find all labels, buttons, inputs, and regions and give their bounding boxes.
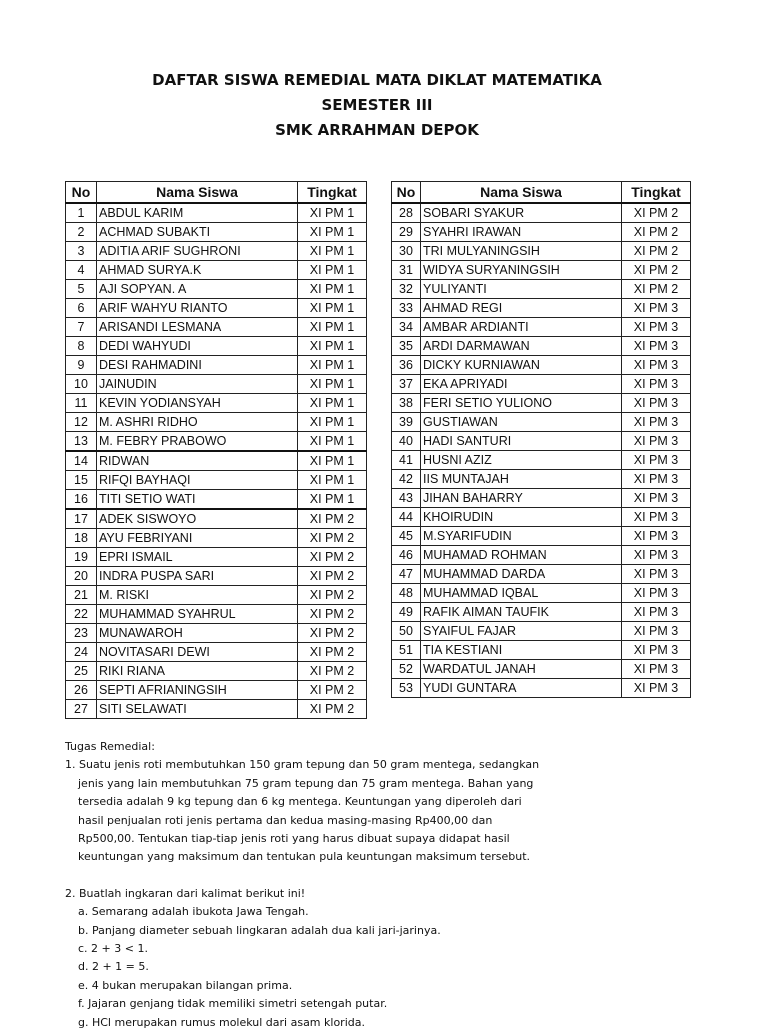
question-1-line: Rp500,00. Tentukan tiap-tiap jenis roti yang harus dibuat supaya didapat hasil — [78, 832, 510, 846]
student-name: M.SYARIFUDIN — [421, 527, 622, 546]
class-level: XI PM 3 — [622, 451, 691, 470]
question-2-item: e. 4 bukan merupakan bilangan prima. — [78, 978, 293, 992]
class-level: XI PM 2 — [298, 700, 367, 719]
class-level: XI PM 2 — [622, 280, 691, 299]
question-2-item: b. Panjang diameter sebuah lingkaran adalah dua kali jari-jarinya. — [78, 923, 441, 937]
table-row — [392, 280, 691, 299]
column-header-nama: Nama Siswa — [421, 182, 622, 204]
row-number: 31 — [392, 261, 421, 280]
row-number: 23 — [66, 624, 97, 643]
student-name: ADITIA ARIF SUGHRONI — [97, 242, 298, 261]
student-name: KEVIN YODIANSYAH — [97, 394, 298, 413]
student-name: SOBARI SYAKUR — [421, 203, 622, 223]
class-level: XI PM 1 — [298, 242, 367, 261]
student-name: RIFQI BAYHAQI — [97, 471, 298, 490]
table-header-row — [66, 182, 367, 204]
row-number: 19 — [66, 548, 97, 567]
student-name: RIKI RIANA — [97, 662, 298, 681]
class-level: XI PM 1 — [298, 432, 367, 452]
row-number: 45 — [392, 527, 421, 546]
student-name: M. FEBRY PRABOWO — [97, 432, 298, 452]
class-level: XI PM 2 — [298, 529, 367, 548]
title-line-3: SMK ARRAHMAN DEPOK — [275, 121, 479, 139]
class-level: XI PM 3 — [622, 679, 691, 698]
row-number: 7 — [66, 318, 97, 337]
table-row — [66, 318, 367, 337]
question-2-item: a. Semarang adalah ibukota Jawa Tengah. — [78, 905, 309, 919]
class-level: XI PM 2 — [298, 567, 367, 586]
table-row — [66, 394, 367, 413]
class-level: XI PM 3 — [622, 603, 691, 622]
student-name: YULIYANTI — [421, 280, 622, 299]
student-name: AYU FEBRIYANI — [97, 529, 298, 548]
table-row — [392, 242, 691, 261]
row-number: 22 — [66, 605, 97, 624]
class-level: XI PM 2 — [298, 586, 367, 605]
table-row — [392, 660, 691, 679]
class-level: XI PM 1 — [298, 299, 367, 318]
remedial-tasks — [65, 738, 725, 1032]
student-name: MUHAMMAD SYAHRUL — [97, 605, 298, 624]
class-level: XI PM 3 — [622, 375, 691, 394]
row-number: 30 — [392, 242, 421, 261]
class-level: XI PM 2 — [298, 548, 367, 567]
row-number: 24 — [66, 643, 97, 662]
student-name: YUDI GUNTARA — [421, 679, 622, 698]
table-row — [66, 509, 367, 529]
class-level: XI PM 3 — [622, 318, 691, 337]
table-row — [392, 527, 691, 546]
class-level: XI PM 2 — [298, 605, 367, 624]
class-level: XI PM 3 — [622, 394, 691, 413]
table-row — [392, 318, 691, 337]
question-2-item: f. Jajaran genjang tidak memiliki simetri setengah putar. — [78, 997, 388, 1011]
table-row — [392, 641, 691, 660]
student-name: ACHMAD SUBAKTI — [97, 223, 298, 242]
class-level: XI PM 1 — [298, 394, 367, 413]
student-name: EKA APRIYADI — [421, 375, 622, 394]
student-name: MUHAMAD ROHMAN — [421, 546, 622, 565]
table-row — [66, 242, 367, 261]
student-name: JAINUDIN — [97, 375, 298, 394]
table-row — [392, 375, 691, 394]
table-row — [392, 546, 691, 565]
student-name: DICKY KURNIAWAN — [421, 356, 622, 375]
table-row — [392, 603, 691, 622]
class-level: XI PM 2 — [622, 203, 691, 223]
student-name: JIHAN BAHARRY — [421, 489, 622, 508]
class-level: XI PM 2 — [298, 662, 367, 681]
class-level: XI PM 1 — [298, 451, 367, 471]
table-header-row — [392, 182, 691, 204]
table-row — [66, 548, 367, 567]
class-level: XI PM 2 — [298, 681, 367, 700]
table-row — [66, 605, 367, 624]
row-number: 33 — [392, 299, 421, 318]
class-level: XI PM 1 — [298, 261, 367, 280]
paragraph-gap — [65, 867, 725, 885]
student-name: DESI RAHMADINI — [97, 356, 298, 375]
table-row — [66, 280, 367, 299]
table-row — [392, 337, 691, 356]
row-number: 18 — [66, 529, 97, 548]
student-name: NOVITASARI DEWI — [97, 643, 298, 662]
row-number: 26 — [66, 681, 97, 700]
row-number: 28 — [392, 203, 421, 223]
row-number: 8 — [66, 337, 97, 356]
class-level: XI PM 1 — [298, 413, 367, 432]
row-number: 17 — [66, 509, 97, 529]
class-level: XI PM 2 — [622, 261, 691, 280]
table-row — [66, 261, 367, 280]
table-row — [66, 356, 367, 375]
table-row — [392, 451, 691, 470]
table-row — [392, 622, 691, 641]
row-number: 53 — [392, 679, 421, 698]
row-number: 11 — [66, 394, 97, 413]
table-row — [392, 432, 691, 451]
row-number: 49 — [392, 603, 421, 622]
table-row — [66, 567, 367, 586]
row-number: 39 — [392, 413, 421, 432]
row-number: 5 — [66, 280, 97, 299]
row-number: 32 — [392, 280, 421, 299]
row-number: 2 — [66, 223, 97, 242]
table-row — [66, 223, 367, 242]
student-name: M. RISKI — [97, 586, 298, 605]
document-title-block — [0, 68, 754, 143]
row-number: 46 — [392, 546, 421, 565]
student-name: WARDATUL JANAH — [421, 660, 622, 679]
student-name: AHMAD SURYA.K — [97, 261, 298, 280]
student-name: IIS MUNTAJAH — [421, 470, 622, 489]
table-row — [392, 299, 691, 318]
row-number: 42 — [392, 470, 421, 489]
table-row — [66, 662, 367, 681]
class-level: XI PM 2 — [298, 643, 367, 662]
student-name: TRI MULYANINGSIH — [421, 242, 622, 261]
question-2-item: c. 2 + 3 < 1. — [78, 942, 148, 956]
row-number: 10 — [66, 375, 97, 394]
class-level: XI PM 1 — [298, 280, 367, 299]
table-row — [392, 203, 691, 223]
column-header-tingkat: Tingkat — [298, 182, 367, 204]
class-level: XI PM 3 — [622, 299, 691, 318]
class-level: XI PM 3 — [622, 641, 691, 660]
table-row — [66, 203, 367, 223]
class-level: XI PM 3 — [622, 489, 691, 508]
class-level: XI PM 2 — [622, 223, 691, 242]
row-number: 16 — [66, 490, 97, 510]
question-2-item: d. 2 + 1 = 5. — [78, 960, 149, 974]
row-number: 34 — [392, 318, 421, 337]
row-number: 38 — [392, 394, 421, 413]
title-line-2: SEMESTER III — [321, 96, 433, 114]
table-row — [66, 432, 367, 452]
row-number: 3 — [66, 242, 97, 261]
student-name: DEDI WAHYUDI — [97, 337, 298, 356]
table-row — [66, 490, 367, 510]
question-1-line: hasil penjualan roti jenis pertama dan kedua masing-masing Rp400,00 dan — [78, 813, 493, 827]
table-row — [392, 356, 691, 375]
row-number: 27 — [66, 700, 97, 719]
student-name: KHOIRUDIN — [421, 508, 622, 527]
student-table-left — [65, 181, 367, 719]
class-level: XI PM 3 — [622, 584, 691, 603]
table-row — [66, 451, 367, 471]
class-level: XI PM 1 — [298, 318, 367, 337]
row-number: 36 — [392, 356, 421, 375]
question-1-line: 1. Suatu jenis roti membutuhkan 150 gram tepung dan 50 gram mentega, sedangkan — [65, 758, 540, 772]
student-name: INDRA PUSPA SARI — [97, 567, 298, 586]
table-row — [66, 299, 367, 318]
table-row — [66, 529, 367, 548]
row-number: 14 — [66, 451, 97, 471]
question-1-line: keuntungan yang maksimum dan tentukan pula keuntungan maksimum tersebut. — [78, 850, 531, 864]
class-level: XI PM 3 — [622, 470, 691, 489]
table-row — [392, 489, 691, 508]
student-name: MUNAWAROH — [97, 624, 298, 643]
row-number: 52 — [392, 660, 421, 679]
row-number: 44 — [392, 508, 421, 527]
column-header-no: No — [66, 182, 97, 204]
row-number: 13 — [66, 432, 97, 452]
question-2-intro: 2. Buatlah ingkaran dari kalimat berikut ini! — [65, 886, 306, 900]
table-row — [392, 223, 691, 242]
student-table-right — [391, 181, 691, 698]
student-name: ABDUL KARIM — [97, 203, 298, 223]
class-level: XI PM 3 — [622, 337, 691, 356]
student-name: MUHAMMAD IQBAL — [421, 584, 622, 603]
row-number: 48 — [392, 584, 421, 603]
student-name: SEPTI AFRIANINGSIH — [97, 681, 298, 700]
class-level: XI PM 2 — [298, 624, 367, 643]
student-name: GUSTIAWAN — [421, 413, 622, 432]
class-level: XI PM 3 — [622, 432, 691, 451]
row-number: 41 — [392, 451, 421, 470]
row-number: 37 — [392, 375, 421, 394]
title-line-1: DAFTAR SISWA REMEDIAL MATA DIKLAT MATEMATIKA — [152, 71, 602, 89]
row-number: 43 — [392, 489, 421, 508]
row-number: 6 — [66, 299, 97, 318]
class-level: XI PM 3 — [622, 508, 691, 527]
student-name: ARISANDI LESMANA — [97, 318, 298, 337]
row-number: 12 — [66, 413, 97, 432]
student-name: ARDI DARMAWAN — [421, 337, 622, 356]
class-level: XI PM 1 — [298, 356, 367, 375]
table-row — [392, 394, 691, 413]
row-number: 50 — [392, 622, 421, 641]
class-level: XI PM 3 — [622, 622, 691, 641]
column-header-tingkat: Tingkat — [622, 182, 691, 204]
student-name: TIA KESTIANI — [421, 641, 622, 660]
student-name: ADEK SISWOYO — [97, 509, 298, 529]
class-level: XI PM 3 — [622, 413, 691, 432]
class-level: XI PM 1 — [298, 471, 367, 490]
question-2-item: g. HCl merupakan rumus molekul dari asam klorida. — [78, 1015, 365, 1029]
class-level: XI PM 1 — [298, 223, 367, 242]
table-row — [392, 413, 691, 432]
student-name: WIDYA SURYANINGSIH — [421, 261, 622, 280]
student-name: FERI SETIO YULIONO — [421, 394, 622, 413]
class-level: XI PM 3 — [622, 660, 691, 679]
table-row — [392, 470, 691, 489]
table-row — [66, 624, 367, 643]
class-level: XI PM 1 — [298, 375, 367, 394]
row-number: 1 — [66, 203, 97, 223]
row-number: 25 — [66, 662, 97, 681]
table-row — [66, 681, 367, 700]
question-1-line: tersedia adalah 9 kg tepung dan 6 kg mentega. Keuntungan yang diperoleh dari — [78, 795, 522, 809]
table-row — [392, 679, 691, 698]
row-number: 47 — [392, 565, 421, 584]
student-name: AMBAR ARDIANTI — [421, 318, 622, 337]
table-row — [392, 508, 691, 527]
student-name: AHMAD REGI — [421, 299, 622, 318]
student-name: EPRI ISMAIL — [97, 548, 298, 567]
row-number: 4 — [66, 261, 97, 280]
class-level: XI PM 3 — [622, 356, 691, 375]
row-number: 35 — [392, 337, 421, 356]
row-number: 40 — [392, 432, 421, 451]
class-level: XI PM 1 — [298, 337, 367, 356]
table-row — [392, 261, 691, 280]
student-name: HADI SANTURI — [421, 432, 622, 451]
table-row — [66, 337, 367, 356]
student-name: ARIF WAHYU RIANTO — [97, 299, 298, 318]
class-level: XI PM 2 — [298, 509, 367, 529]
table-row — [66, 471, 367, 490]
student-name: M. ASHRI RIDHO — [97, 413, 298, 432]
table-row — [392, 584, 691, 603]
student-name: RIDWAN — [97, 451, 298, 471]
student-name: MUHAMMAD DARDA — [421, 565, 622, 584]
row-number: 51 — [392, 641, 421, 660]
row-number: 9 — [66, 356, 97, 375]
student-name: RAFIK AIMAN TAUFIK — [421, 603, 622, 622]
class-level: XI PM 3 — [622, 565, 691, 584]
row-number: 29 — [392, 223, 421, 242]
class-level: XI PM 1 — [298, 203, 367, 223]
row-number: 21 — [66, 586, 97, 605]
student-name: HUSNI AZIZ — [421, 451, 622, 470]
column-header-nama: Nama Siswa — [97, 182, 298, 204]
student-name: AJI SOPYAN. A — [97, 280, 298, 299]
table-row — [66, 700, 367, 719]
class-level: XI PM 1 — [298, 490, 367, 510]
student-name: SITI SELAWATI — [97, 700, 298, 719]
class-level: XI PM 3 — [622, 527, 691, 546]
class-level: XI PM 2 — [622, 242, 691, 261]
table-row — [66, 375, 367, 394]
row-number: 20 — [66, 567, 97, 586]
table-row — [66, 643, 367, 662]
table-row — [66, 413, 367, 432]
student-name: TITI SETIO WATI — [97, 490, 298, 510]
table-row — [66, 586, 367, 605]
student-name: SYAIFUL FAJAR — [421, 622, 622, 641]
row-number: 15 — [66, 471, 97, 490]
student-name: SYAHRI IRAWAN — [421, 223, 622, 242]
tasks-heading: Tugas Remedial: — [65, 740, 155, 753]
question-1-line: jenis yang lain membutuhkan 75 gram tepung dan 75 gram mentega. Bahan yang — [78, 776, 534, 790]
column-header-no: No — [392, 182, 421, 204]
table-row — [392, 565, 691, 584]
class-level: XI PM 3 — [622, 546, 691, 565]
